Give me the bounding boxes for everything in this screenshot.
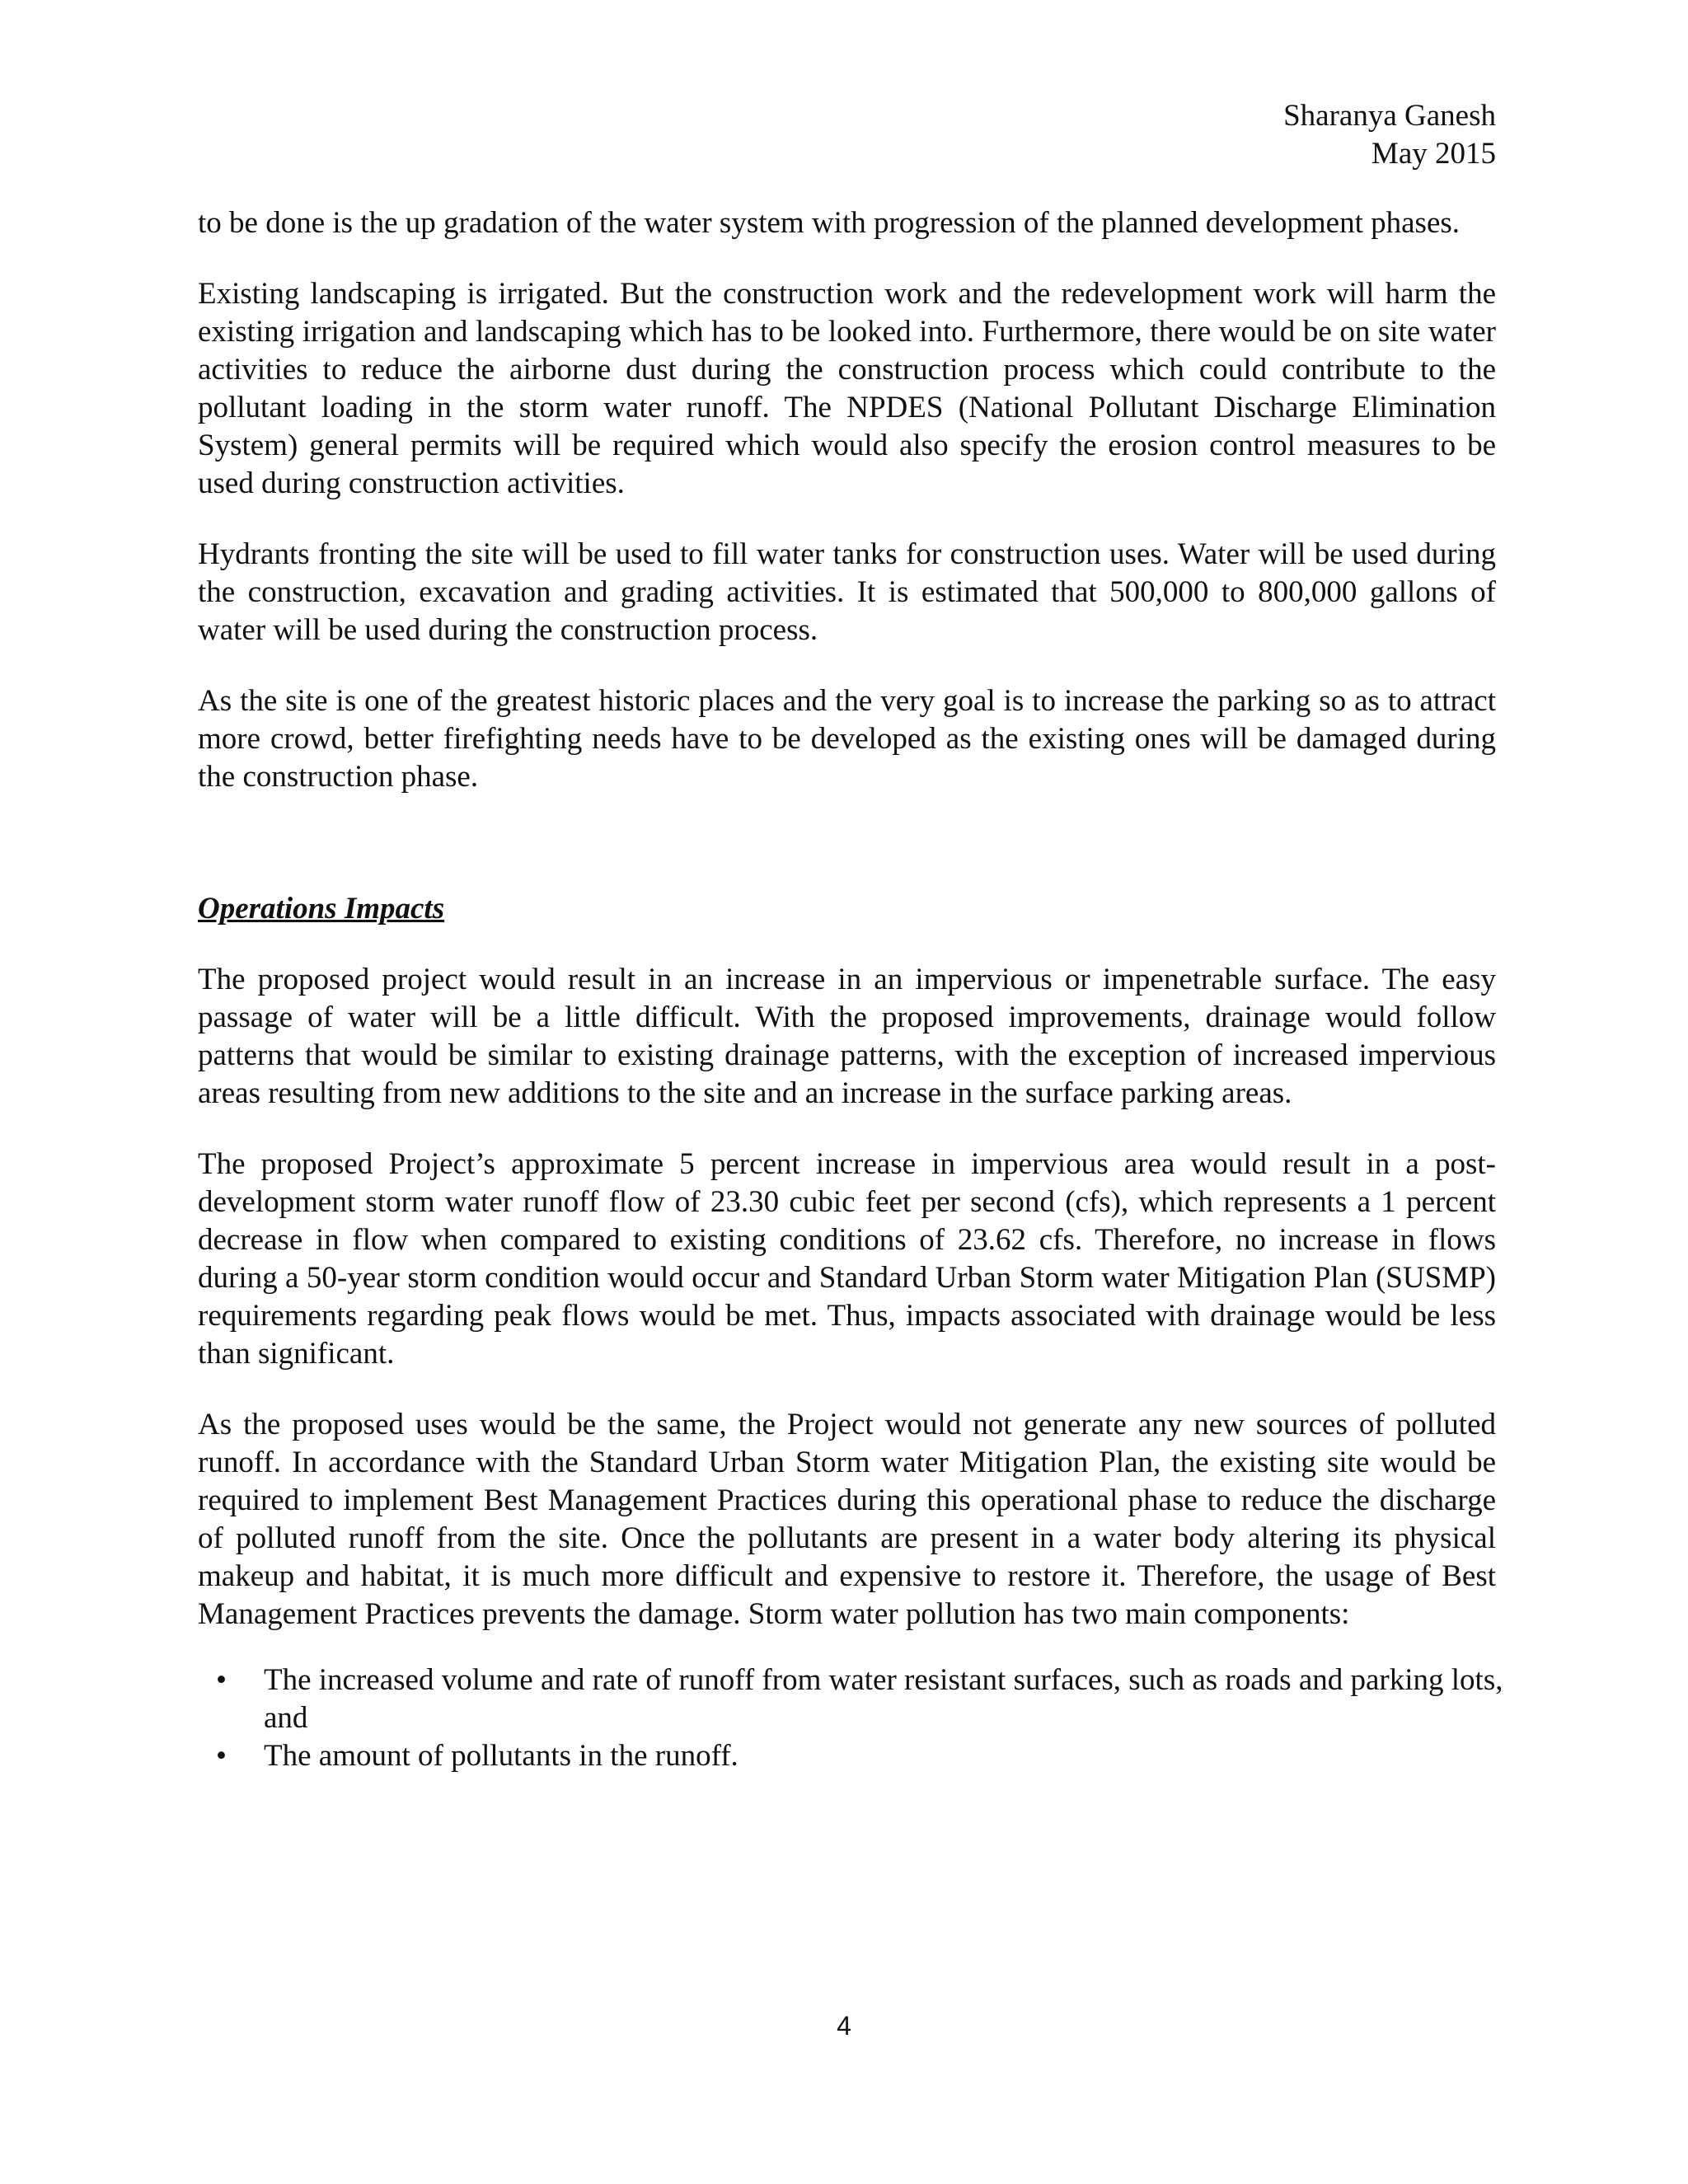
list-item-text: The increased volume and rate of runoff from water resistant surfaces, such as roads and parking lots, and <box>264 1663 1503 1735</box>
list-item-text: The amount of pollutants in the runoff. <box>264 1739 738 1773</box>
page-header <box>1283 97 1496 173</box>
list-item <box>198 1661 1533 1737</box>
paragraph-firefighting: As the site is one of the greatest historic places and the very goal is to increase the parking so as to attract more crowd, better firefighting needs have to be developed as the existing ones will be damaged during the construction phase. <box>198 684 1496 794</box>
document-body <box>198 204 1503 1775</box>
bullet-icon: • <box>216 1739 227 1773</box>
paragraph-landscaping: Existing landscaping is irrigated. But the construction work and the redevelopment work will harm the existing irrigation and landscaping which has to be looked into. Furthermore, there would be on site water activities to reduce the airborne dust during the construction process which could contribute to the pollutant loading in the storm water runoff. The NPDES (National Pollutant Discharge Elimination System) general permits will be required which would also specify the erosion control measures to be used during construction activities. <box>198 277 1496 500</box>
bullet-list <box>198 1661 1503 1775</box>
list-item <box>198 1737 1533 1775</box>
header-author: Sharanya Ganesh <box>1283 99 1496 133</box>
paragraph-impervious-surface: The proposed project would result in an increase in an impervious or impenetrable surface. The easy passage of water will be a little difficult. With the proposed improvements, drainage would follow patterns that would be similar to existing drainage patterns, with the exception of increased impervious areas resulting from new additions to the site and an increase in the surface parking areas. <box>198 963 1496 1110</box>
section-heading-operations-impacts: Operations Impacts <box>198 892 445 926</box>
page-number: 4 <box>837 2011 851 2041</box>
paragraph-hydrants: Hydrants fronting the site will be used to fill water tanks for construction uses. Water will be used during the construction, excavation and grading activities. It is estimated that 500,000 to 800,000 gallons of water will be used during the construction process. <box>198 537 1496 647</box>
paragraph-water-system: to be done is the up gradation of the water system with progression of the planned development phases. <box>198 206 1461 240</box>
paragraph-polluted-runoff: As the proposed uses would be the same, the Project would not generate any new sources of polluted runoff. In accordance with the Standard Urban Storm water Mitigation Plan, the existing site would be required to implement Best Management Practices during this operational phase to reduce the discharge of polluted runoff from the site. Once the pollutants are present in a water body altering its physical makeup and habitat, it is much more difficult and expensive to restore it. Therefore, the usage of Best Management Practices prevents the damage. Storm water pollution has two main components: <box>198 1408 1496 1631</box>
paragraph-runoff-flow: The proposed Project’s approximate 5 percent increase in impervious area would result in a post-development storm water runoff flow of 23.30 cubic feet per second (cfs), which represents a 1 percent decrease in flow when compared to existing conditions of 23.62 cfs. Therefore, no increase in flows during a 50-year storm condition would occur and Standard Urban Storm water Mitigation Plan (SUSMP) requirements regarding peak flows would be met. Thus, impacts associated with drainage would be less than significant. <box>198 1147 1496 1371</box>
bullet-icon: • <box>216 1663 227 1697</box>
header-date: May 2015 <box>1371 137 1496 171</box>
